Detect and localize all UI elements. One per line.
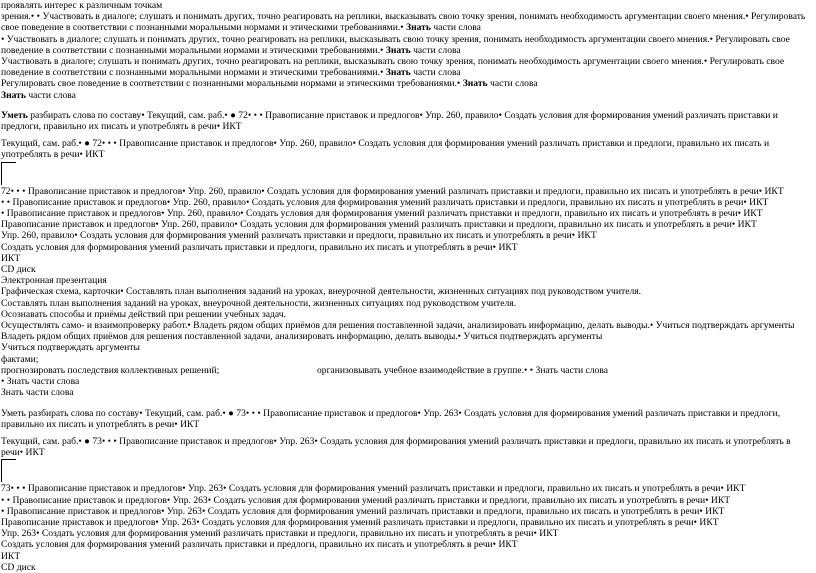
bold-term: Знать [385,44,411,56]
text-line: • Правописание приставок и предлогов• Упр. 263• Создать условия для формирования умений различать приставки и предлоги, правильно их писать и употреблять в речи• ИКТ [1,505,725,517]
text-line: Упр. 260, правило• Создать условия для формирования умений различать приставки и предлоги, правильно их писать и употреблять в речи• ИКТ [1,230,597,242]
text-line: • Знать части слова [1,376,80,388]
text-line: 72• • • Правописание приставок и предлогов• Упр. 260, правило• Создать условия для формирования умений различать приставки и предлоги, правильно их писать и употреблять в речи• ИКТ [1,185,784,197]
text-line: Осознавать способы и приёмы действий при решении учебных задач. [1,308,286,320]
text-line: фактами; [1,353,39,365]
text-line: Уметь разбирать слова по составу• Текущий, сам. раб.• ● 73• • • Правописание приставок и предлогов• Упр. 263• Создать условия для формирования умений различать приставки и предлоги, правильно их писать и употреблять в речи• ИКТ [1,407,781,430]
text-line: Учиться подтверждать аргументы [1,342,140,354]
text-line: Знать части слова [1,387,74,399]
text-line: Владеть рядом общих приёмов для решения поставленной задачи, анализировать информацию, делать выводы.• Учиться подтверждать аргументы [1,331,603,343]
text-line: Осуществлять само- и взаимопроверку работ.• Владеть рядом общих приёмов для решения поставленной задачи, анализировать информацию, делать выводы.• Учиться подтверждать аргументы [1,320,795,332]
table-cell-box [1,162,16,185]
text-column-left: прогнозировать последствия коллективных решений; [1,364,220,376]
table-cell-box [1,459,16,482]
text-line: • Правописание приставок и предлогов• Упр. 260, правило• Создать условия для формирования умений различать приставки и предлоги, правильно их писать и употреблять в речи• ИКТ [1,208,763,220]
text-line: CD диск [1,561,36,573]
bold-term: Знать [406,22,431,34]
text-line: CD диск [1,264,36,276]
text-line: Правописание приставок и предлогов• Упр. 263• Создать условия для формирования умений различать приставки и предлоги, правильно их писать и употреблять в речи• ИКТ [1,516,719,528]
text-line: Электронная презентация [1,275,107,287]
bold-term: Знать [462,78,488,90]
text-line: проявлять интерес к различным точкам [1,0,163,11]
text-line: Регулировать свое поведение в соответствии с познанными моральными нормами и этическими требованиями.• Знать части слова [1,78,538,90]
text-line: ИКТ [1,252,21,264]
text-line: Упр. 263• Создать условия для формирования умений различать приставки и предлоги, правильно их писать и употреблять в речи• ИКТ [1,528,559,540]
text-line: Составлять план выполнения заданий на уроках, внеурочной деятельности, жизненных ситуациях под руководством учителя. [1,297,517,309]
text-line: Знать части слова [1,89,76,101]
text-line: Создать условия для формирования умений различать приставки и предлоги, правильно их писать и употреблять в речи• ИКТ [1,241,518,253]
text-line: 73• • • Правописание приставок и предлогов• Упр. 263• Создать условия для формирования умений различать приставки и предлоги, правильно их писать и употреблять в речи• ИКТ [1,483,746,495]
text-column-right: организовывать учебное взаимодействие в группе.• • Знать части слова [317,364,609,376]
text-line: • Участвовать в диалоге; слушать и понимать других, точно реагировать на реплики, высказывать свою точку зрения, понимать необходимость аргументации своего мнения.• Регулировать свое поведение в соответствии с познанными моральными нормами и этическими требованиями.• Знать части слова [1,33,790,56]
text-line [1,365,813,376]
text-line: Создать условия для формирования умений различать приставки и предлоги, правильно их писать и употреблять в речи• ИКТ [1,539,518,551]
text-line: зрения.• • Участвовать в диалоге; слушать и понимать других, точно реагировать на реплики, высказывать свою точку зрения, понимать необходимость аргументации своего мнения.• Регулировать свое поведение в соответствии с познанными моральными нормами и этическими требованиями.• Знать части слова [1,11,806,34]
text-line: Текущий, сам. раб.• ● 72• • • Правописание приставок и предлогов• Упр. 260, правило• Создать условия для формирования умений различать приставки и предлоги, правильно их писать и употреблять в речи• ИКТ [1,138,770,161]
bold-term: Уметь [1,109,28,121]
text-line: • • Правописание приставок и предлогов• Упр. 260, правило• Создать условия для формирования умений различать приставки и предлоги, правильно их писать и употреблять в речи• ИКТ [1,196,769,208]
text-line: ИКТ [1,550,21,562]
text-line: Участвовать в диалоге; слушать и понимать других, точно реагировать на реплики, высказывать свою точку зрения, понимать необходимость аргументации своего мнения.• Регулировать свое поведение в соответствии с познанными моральными нормами и этическими требованиями.• Знать части слова [1,56,785,79]
bold-term: Знать [1,89,26,101]
text-line: Правописание приставок и предлогов• Упр. 260, правило• Создать условия для формирования умений различать приставки и предлоги, правильно их писать и употреблять в речи• ИКТ [1,219,757,231]
text-line: Уметь разбирать слова по составу• Текущий, сам. раб.• ● 72• • • Правописание приставок и предлогов• Упр. 260, правило• Создать условия для формирования умений различать приставки и предлоги, правильно их писать и употреблять в речи• ИКТ [1,109,778,133]
text-line: Текущий, сам. раб.• ● 73• • • Правописание приставок и предлогов• Упр. 263• Создать условия для формирования умений различать приставки и предлоги, правильно их писать и употреблять в речи• ИКТ [1,435,791,459]
text-line: • • Правописание приставок и предлогов• Упр. 263• Создать условия для формирования умений различать приставки и предлоги, правильно их писать и употреблять в речи• ИКТ [1,494,731,506]
text-line: Графическая схема, карточки• Составлять план выполнения заданий на уроках, внеурочной деятельности, жизненных ситуациях под руководством учителя. [1,286,642,298]
bold-term: Знать [385,67,411,79]
